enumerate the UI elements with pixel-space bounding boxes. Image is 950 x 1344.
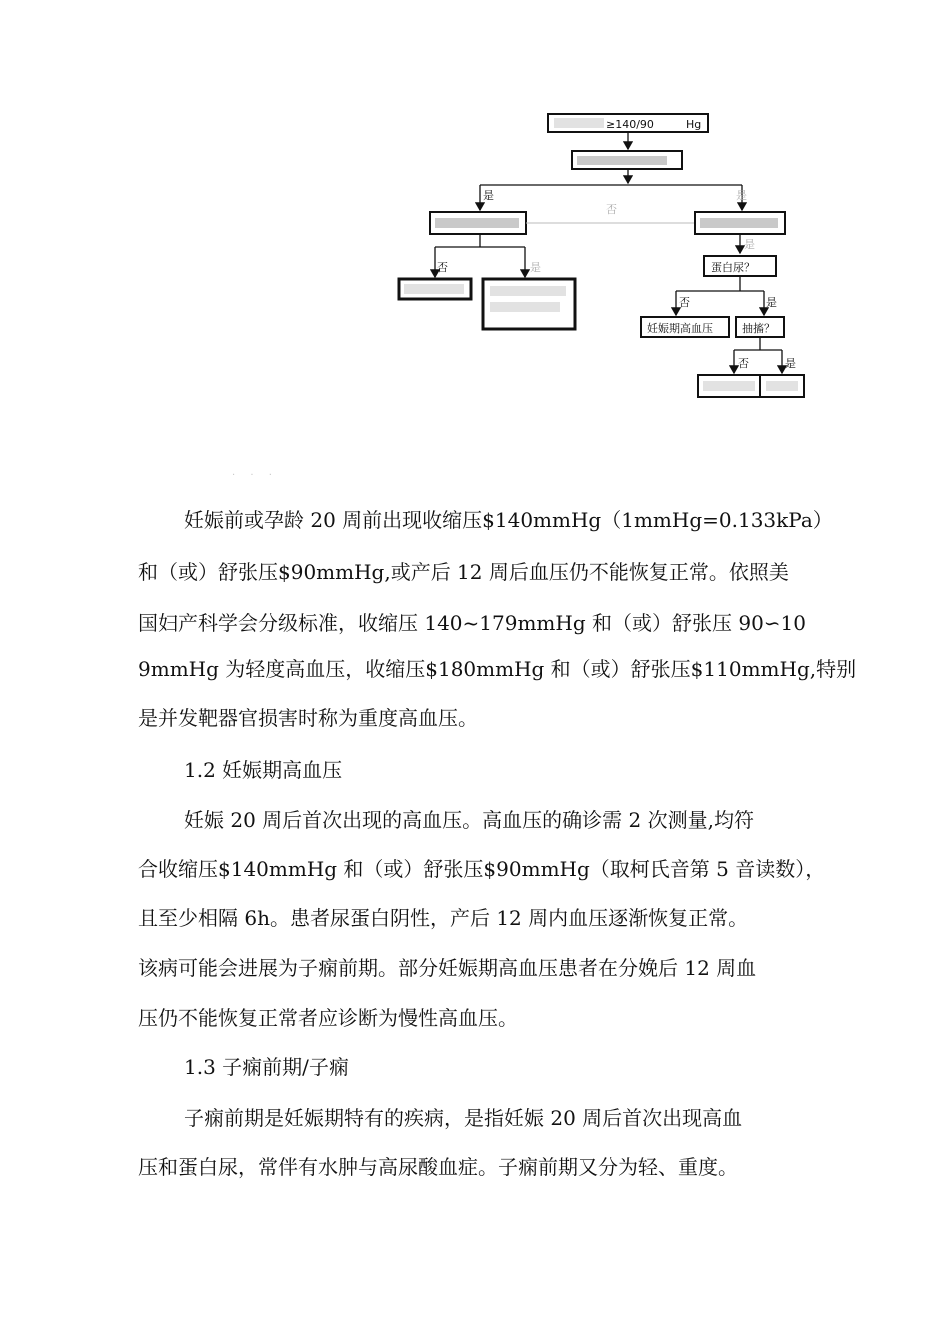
p1-line-2: 和（或）舒张压$90mmHg,或产后 12 周后血压仍不能恢复正常。依照美 [138,560,789,584]
p2-line-1: 妊娠 20 周后首次出现的高血压。高血压的确诊需 2 次测量,均符 [184,808,754,832]
flow-box-after-20-weeks [695,212,785,234]
flow-box-gestational-hypertension [641,317,729,337]
section-heading-1-2: 1.2 妊娠期高血压 [184,758,343,782]
left-no-label: 否 [437,261,448,274]
section-heading-1-3: 1.3 子痫前期/子痫 [184,1055,349,1079]
svg-text:否: 否 [606,203,617,216]
faint-caption: · · · [232,470,278,481]
flow-box-before-20-weeks [572,151,682,169]
p1-line-3: 国妇产科学会分级标准，收缩压 140~179mmHg 和（或）舒张压 90∽10 [138,611,807,635]
p2-line-2: 合收缩压$140mmHg 和（或）舒张压$90mmHg（取柯氏音第 5 音读数）， [138,857,826,881]
p1-line-5: 是并发靶器官损害时称为重度高血压。 [138,706,478,730]
proteinuria-no-label: 否 [679,296,690,309]
convulsion-text: 抽搐？ [742,322,775,335]
flow-box-eclampsia [760,375,804,397]
branch-yes-label: 是 [483,189,494,202]
flow-box-preeclampsia [698,375,760,397]
flow-box-bp-threshold [548,114,708,132]
gestational-hypertension-text: 妊娠期高血压 [647,322,713,335]
flow-box-proteinuria [704,256,776,276]
p2-line-5: 压仍不能恢复正常者应诊断为慢性高血压。 [138,1006,518,1030]
svg-text:是: 是 [530,261,541,274]
flow-box-convulsion [736,317,784,337]
bp-unit-text: Hg [686,118,702,131]
proteinuria-yes-label: 是 [766,296,777,309]
bp-threshold-text: ≥140/90 [606,118,654,131]
flow-box-chronic-only [399,279,471,299]
proteinuria-text: 蛋白尿？ [711,261,755,274]
svg-text:是: 是 [744,238,755,251]
p2-line-4: 该病可能会进展为子痫前期。部分妊娠期高血压患者在分娩后 12 周血 [138,956,757,980]
svg-text:是: 是 [736,189,747,202]
diagnosis-flowchart [380,105,820,415]
convulsion-no-label: 否 [738,357,749,370]
p1-line-4: 9mmHg 为轻度高血压，收缩压$180mmHg 和（或）舒张压$110mmHg,特别 [138,657,857,681]
p3-line-1: 子痫前期是妊娠期特有的疾病，是指妊娠 20 周后首次出现高血 [184,1106,743,1130]
flow-box-chronic [430,212,526,234]
p1-line-1: 妊娠前或孕龄 20 周前出现收缩压$140mmHg（1mmHg=0.133kPa） [184,508,833,532]
flow-box-chronic-with-preeclampsia [483,279,575,329]
convulsion-yes-label: 是 [785,357,796,370]
p2-line-3: 且至少相隔 6h。患者尿蛋白阴性，产后 12 周内血压逐渐恢复正常。 [138,906,749,930]
p3-line-2: 压和蛋白尿，常伴有水肿与高尿酸血症。子痫前期又分为轻、重度。 [138,1155,738,1179]
